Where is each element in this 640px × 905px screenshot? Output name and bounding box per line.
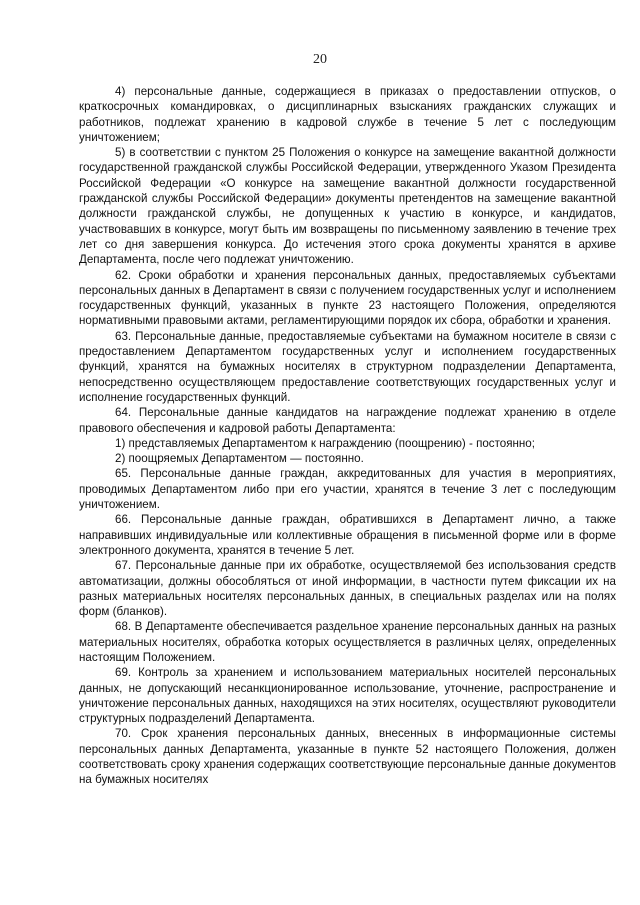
paragraph-64-item-2: 2) поощряемых Департаментом — постоянно. (115, 452, 364, 466)
paragraph-64-item-1: 1) представляемых Департаментом к награждению (поощрению) - постоянно; (115, 436, 535, 450)
paragraph-70: 70. Срок хранения персональных данных, внесенных в информационные системы персональных данных Департамента, указанные в пункте 52 настоящего Положения, должен соответствовать сроку хранения содержащих соответствующие персональные данные документов на бумажных носителях (79, 727, 616, 787)
paragraph-66: 66. Персональные данные граждан, обратившихся в Департамент лично, а также направивших индивидуальные или коллективные обращения в письменной форме или в форме электронного документа, хранятся в течение 5 лет. (79, 513, 616, 557)
paragraph-62: 62. Сроки обработки и хранения персональных данных, предоставляемых субъектами персональных данных в Департамент в связи с получением государственных услуг и исполнением государственных функций, указанных в пункте 23 настоящего Положения, определяются нормативными правовыми актами, регламентирующими порядок их сбора, обработки и хранения. (79, 268, 616, 328)
paragraph-5-competition-documents: 5) в соответствии с пунктом 25 Положения о конкурсе на замещение вакантной должности государственной гражданской службы Российской Федерации, утвержденного Указом Президента Российской Федерации «О конкурсе на замещение вакантной должности государственной гражданской службы Российской Федерации» документы претендентов на замещение вакантной должности гражданской службы, не допущенных к участию в конкурсе, и кандидатов, участвовавших в конкурсе, могут быть им возвращены по письменному заявлению в течение трех лет со дня завершения конкурса. До истечения этого срока документы хранятся в архиве Департамента, после чего подлежат уничтожению. (79, 146, 616, 267)
paragraph-68: 68. В Департаменте обеспечивается раздельное хранение персональных данных на разных материальных носителях, обработка которых осуществляется в различных целях, определенных настоящим Положением. (79, 620, 616, 664)
paragraph-67: 67. Персональные данные при их обработке, осуществляемой без использования средств автоматизации, должны обособляться от иной информации, в частности путем фиксации их на разных материальных носителях персональных данных, в специальных разделах или на полях форм (бланков). (79, 559, 616, 619)
page-number: 20 (313, 52, 327, 67)
paragraph-4-personal-data-orders: 4) персональные данные, содержащиеся в приказах о предоставлении отпусков, о краткосрочных командировках, о дисциплинарных взысканиях гражданских служащих и работников, подлежат хранению в кадровой службе в течение 5 лет с последующим уничтожением; (79, 85, 616, 144)
paragraph-69: 69. Контроль за хранением и использованием материальных носителей персональных данных, не допускающий несанкционированное использование, уточнение, распространение и уничтожение персональных данных, находящихся на этих носителях, осуществляют руководители структурных подразделений Департамента. (79, 666, 616, 726)
document-body (79, 84, 616, 788)
paragraph-65: 65. Персональные данные граждан, аккредитованных для участия в мероприятиях, проводимых Департаментом либо при его участии, хранятся в течение 3 лет с последующим уничтожением. (79, 467, 616, 512)
paragraph-63: 63. Персональные данные, предоставляемые субъектами на бумажном носителе в связи с предоставлением Департаментом государственных услуг и исполнением государственных функций, хранятся на бумажных носителях в структурном подразделении Департамента, непосредственно осуществляющем предоставление соответствующих государственных услуг и исполнение государственных функций. (79, 329, 616, 404)
paragraph-64: 64. Персональные данные кандидатов на награждение подлежат хранению в отделе правового обеспечения и кадровой работы Департамента: (79, 406, 616, 435)
